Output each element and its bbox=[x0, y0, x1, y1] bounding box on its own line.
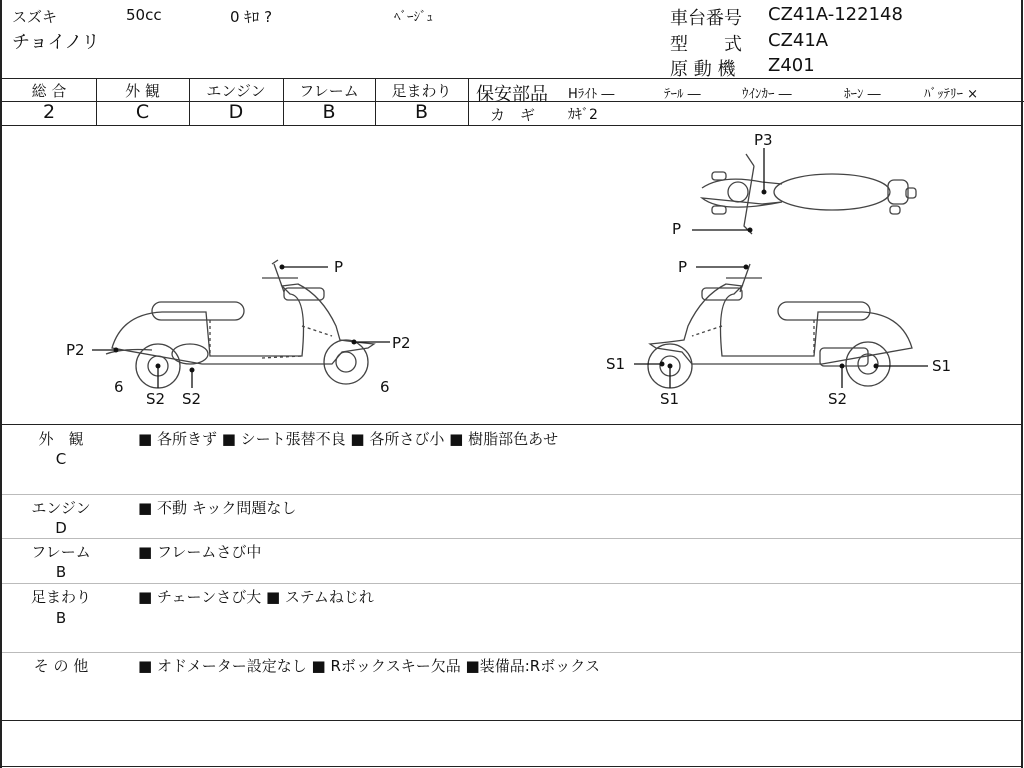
note-engine-category: エンジン bbox=[31, 499, 91, 517]
label-6-left-front: 6 bbox=[380, 378, 390, 396]
scooter-top-view bbox=[702, 154, 916, 234]
grade-overall-label: 総 合 bbox=[31, 82, 67, 100]
note-engine-grade: D bbox=[55, 519, 67, 537]
grade-overall-value: 2 bbox=[42, 101, 56, 123]
type-value: CZ41A bbox=[768, 30, 829, 51]
grade-frame-value: B bbox=[322, 101, 336, 123]
label-p3-top: P3 bbox=[754, 131, 773, 149]
divider bbox=[468, 78, 469, 126]
model-name: チョイノリ bbox=[12, 32, 100, 53]
safety-label: 保安部品 bbox=[476, 84, 548, 105]
engine-value: Z401 bbox=[768, 55, 815, 76]
note-frame-category: フレーム bbox=[31, 543, 91, 561]
label-s1-right-a: S1 bbox=[606, 355, 626, 373]
label-p2-left-rear: P2 bbox=[66, 341, 85, 359]
note-suspension-category: 足まわり bbox=[30, 588, 91, 606]
label-s2-left-a: S2 bbox=[146, 390, 166, 408]
note-exterior-text: ■ 各所きず ■ シート張替不良 ■ 各所さび小 ■ 樹脂部色あせ bbox=[138, 430, 559, 448]
label-p-right: P bbox=[678, 258, 688, 276]
label-s2-left-b: S2 bbox=[182, 390, 202, 408]
displacement: 50cc bbox=[126, 6, 162, 24]
type-label: 型 式 bbox=[670, 34, 742, 55]
safety-headlight: Hﾗｲﾄ ― bbox=[568, 87, 615, 102]
bottom-border bbox=[2, 766, 1021, 767]
grade-frame-label: フレーム bbox=[299, 82, 359, 100]
divider bbox=[2, 583, 1021, 584]
divider bbox=[2, 494, 1021, 495]
note-other-category: そ の 他 bbox=[33, 657, 89, 675]
grade-engine-value: D bbox=[228, 101, 244, 123]
engine-label: 原 動 機 bbox=[670, 59, 736, 80]
key-label: カ ギ bbox=[490, 106, 536, 124]
grade-engine-label: エンジン bbox=[206, 82, 266, 100]
grade-suspension-value: B bbox=[414, 101, 429, 123]
label-p-left: P bbox=[334, 258, 344, 276]
damage-diagram bbox=[2, 126, 1022, 424]
grade-suspension-label: 足まわり bbox=[391, 82, 452, 100]
note-frame-text: ■ フレームさび中 bbox=[138, 543, 262, 561]
divider bbox=[2, 720, 1021, 721]
note-suspension-grade: B bbox=[55, 609, 67, 627]
scooter-right-side-view bbox=[648, 264, 912, 388]
safety-taillight: ﾃｰﾙ ― bbox=[664, 87, 701, 102]
safety-horn: ﾎｰﾝ ― bbox=[844, 87, 881, 102]
divider bbox=[2, 538, 1021, 539]
frame-no: CZ41A-122148 bbox=[768, 4, 903, 25]
label-s1-right-c: S1 bbox=[932, 357, 952, 375]
label-6-left-rear: 6 bbox=[114, 378, 124, 396]
scooter-left-side-view bbox=[106, 260, 374, 388]
frame-no-label: 車台番号 bbox=[670, 8, 742, 29]
grade-exterior-value: C bbox=[135, 101, 150, 123]
note-suspension-text: ■ チェーンさび大 ■ ステムねじれ bbox=[138, 588, 374, 606]
divider bbox=[2, 78, 1021, 79]
safety-battery: ﾊﾞｯﾃﾘｰ × bbox=[924, 87, 979, 102]
note-other-text: ■ オドメーター設定なし ■ Rボックスキー欠品 ■装備品:Rボックス bbox=[138, 657, 601, 675]
label-p-top: P bbox=[672, 220, 682, 238]
safety-winker: ｳｲﾝｶｰ ― bbox=[742, 87, 792, 102]
note-exterior-grade: C bbox=[55, 450, 67, 468]
note-exterior-category: 外 観 bbox=[38, 430, 84, 448]
label-s1-right-b: S1 bbox=[660, 390, 680, 408]
grade-exterior-label: 外 観 bbox=[125, 82, 160, 100]
label-s2-right: S2 bbox=[828, 390, 848, 408]
divider bbox=[2, 424, 1021, 425]
label-p2-left-front: P2 bbox=[392, 334, 411, 352]
key-value: ｶｷﾞ2 bbox=[568, 107, 598, 123]
divider bbox=[2, 652, 1021, 653]
note-engine-text: ■ 不動 キック問題なし bbox=[138, 499, 297, 517]
maker: スズキ bbox=[12, 8, 58, 26]
color: ﾍﾞｰｼﾞｭ bbox=[394, 10, 433, 25]
note-frame-grade: B bbox=[55, 563, 67, 581]
mileage: 0 ｷﾛ ? bbox=[230, 8, 273, 26]
